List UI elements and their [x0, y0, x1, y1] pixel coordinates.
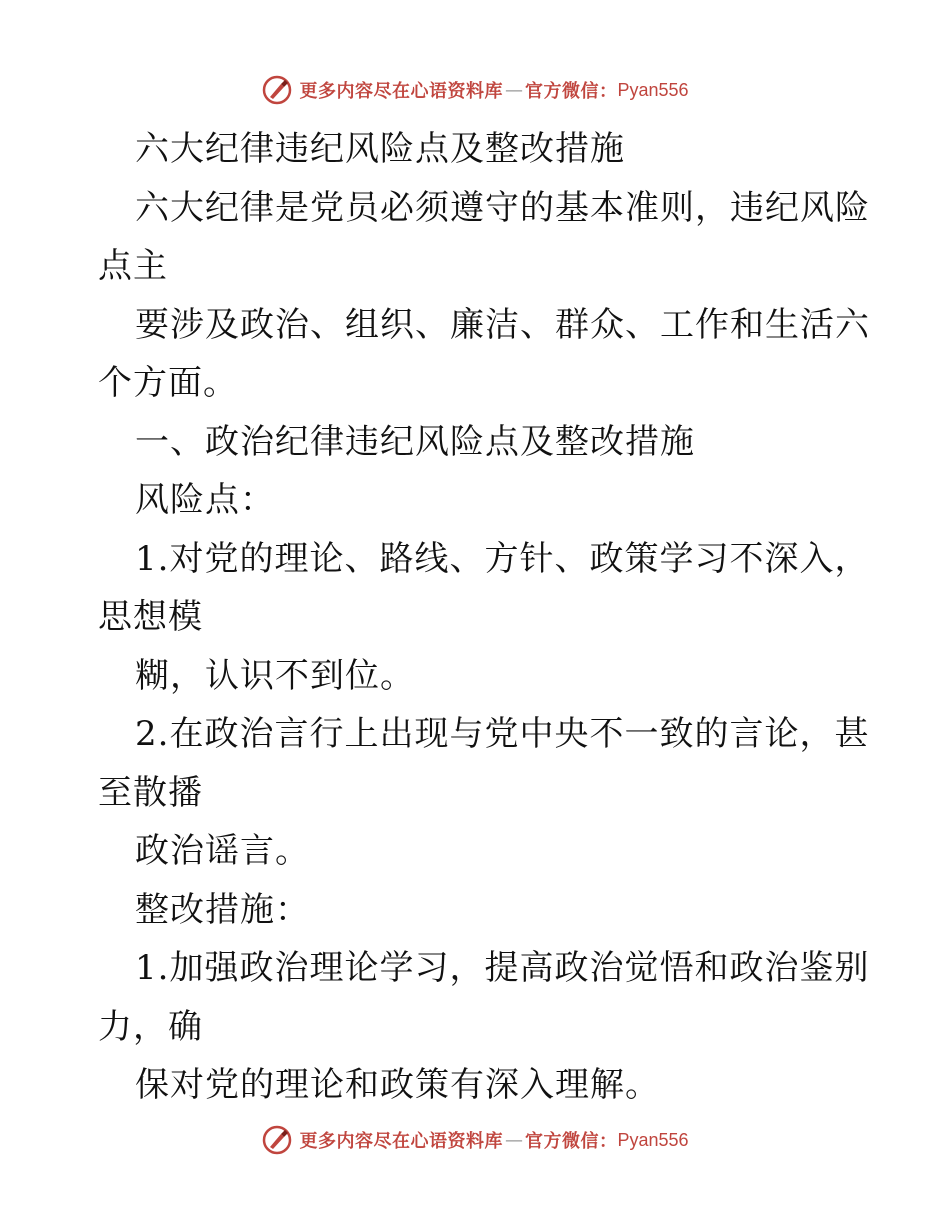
- text-line: 至散播: [98, 772, 203, 813]
- text-line: 风险点：: [135, 480, 275, 520]
- header-watermark-banner: [0, 70, 950, 110]
- banner-separator: —: [504, 1129, 523, 1151]
- text-line: 六大纪律是党员必须遵守的基本准则，违纪风险: [135, 187, 870, 228]
- text-line: 力，确: [98, 1006, 203, 1047]
- pen-logo-icon: [261, 74, 293, 106]
- banner-text: 更多内容尽在心语资料库: [299, 1131, 503, 1152]
- text-line: 1.加强政治理论学习，提高政治觉悟和政治鉴别: [135, 948, 870, 988]
- text-line: 个方面。: [98, 363, 238, 403]
- text-line: 政治谣言。: [135, 831, 310, 871]
- text-line: 糊，认识不到位。: [135, 655, 415, 696]
- text-line: 六大纪律违纪风险点及整改措施: [135, 129, 625, 169]
- banner-text: 更多内容尽在心语资料库: [299, 81, 503, 102]
- banner-wechat-id: Pyan556: [617, 79, 689, 100]
- text-line: 一、政治纪律违纪风险点及整改措施: [135, 421, 695, 462]
- text-line: 思想模: [98, 597, 203, 637]
- banner-separator: —: [504, 79, 523, 101]
- text-line: 1.对党的理论、路线、方针、政策学习不深入，: [135, 538, 870, 579]
- text-line: 点主: [98, 246, 168, 286]
- banner-wechat-label: 官方微信：: [524, 81, 618, 102]
- text-line: 2.在政治言行上出现与党中央不一致的言论，甚: [135, 714, 870, 754]
- text-line: 保对党的理论和政策有深入理解。: [135, 1065, 660, 1105]
- footer-watermark-banner: [0, 1120, 950, 1160]
- document-body: [98, 120, 870, 1115]
- text-line: 整改措施：: [135, 889, 310, 930]
- text-line: 要涉及政治、组织、廉洁、群众、工作和生活六: [135, 304, 870, 345]
- banner-wechat-label: 官方微信：: [524, 1131, 618, 1152]
- banner-wechat-id: Pyan556: [617, 1129, 689, 1150]
- pen-logo-icon: [261, 1124, 293, 1156]
